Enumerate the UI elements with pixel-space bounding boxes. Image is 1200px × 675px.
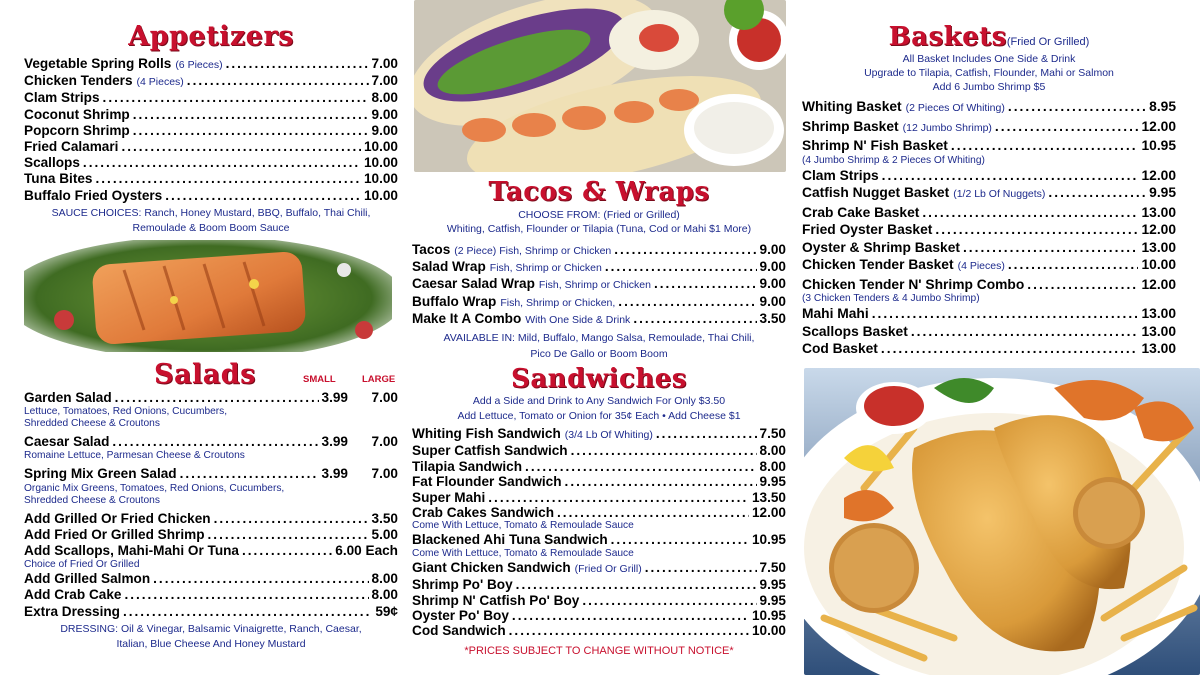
item-name: Crab Cakes Sandwich bbox=[412, 505, 555, 521]
item-price: 10.00 bbox=[1141, 257, 1176, 272]
item-name: Salad Wrap bbox=[412, 259, 486, 275]
addon-item bbox=[24, 527, 398, 543]
menu-item bbox=[24, 90, 398, 106]
item-name: Crab Cake Basket bbox=[802, 204, 920, 220]
salad-desc: Lettuce, Tomatoes, Red Onions, Cucumbers, bbox=[24, 406, 228, 418]
info-line: Add 6 Jumbo Shrimp $5 bbox=[932, 81, 1046, 93]
item-name: Chicken Tenders bbox=[24, 73, 133, 89]
large-price: 7.00 bbox=[371, 466, 398, 482]
item-desc: Come With Lettuce, Tomato & Remoulade Sauce bbox=[412, 547, 634, 559]
item-price: 13.00 bbox=[1141, 204, 1176, 220]
appetizers-list bbox=[24, 56, 398, 204]
menu-item bbox=[24, 56, 398, 73]
salad-desc: Shredded Cheese & Croutons bbox=[24, 494, 160, 506]
baskets-heading: Baskets bbox=[888, 22, 1007, 52]
item-name: Fat Flounder Sandwich bbox=[412, 474, 562, 490]
item-note: With One Side & Drink bbox=[525, 313, 631, 326]
item-name: Giant Chicken Sandwich bbox=[412, 559, 571, 575]
salad-item bbox=[24, 390, 398, 406]
item-desc: Come With Lettuce, Tomato & Remoulade Sauce bbox=[412, 520, 634, 532]
item-price: 12.00 bbox=[1141, 276, 1176, 292]
item-note: Fish, Shrimp or Chicken bbox=[489, 262, 602, 275]
menu-item bbox=[412, 276, 786, 293]
menu-item bbox=[24, 188, 398, 204]
small-price: 3.99 bbox=[321, 390, 348, 405]
menu-item bbox=[24, 155, 398, 171]
item-name: Buffalo Wrap bbox=[412, 293, 497, 309]
menu-item bbox=[412, 242, 786, 259]
menu-item bbox=[24, 171, 398, 187]
item-price: 9.95 bbox=[759, 577, 786, 593]
item-price: 10.00 bbox=[751, 623, 786, 639]
item-price: 8.00 bbox=[371, 90, 398, 106]
item-name: Coconut Shrimp bbox=[24, 106, 130, 122]
menu-item bbox=[802, 118, 1176, 138]
item-price: 13.00 bbox=[1141, 306, 1176, 321]
item-price: 9.00 bbox=[371, 106, 398, 122]
tacos-available bbox=[412, 330, 786, 362]
item-price: 6.00 Each bbox=[335, 543, 398, 559]
item-price: 8.95 bbox=[1149, 99, 1176, 114]
addon-item bbox=[24, 587, 398, 603]
item-price: 9.00 bbox=[759, 276, 786, 292]
available-line: AVAILABLE IN: Mild, Buffalo, Mango Salsa, Remoulade, Thai Chili, bbox=[443, 332, 755, 345]
baskets-heading-note: (Fried Or Grilled) bbox=[1006, 36, 1090, 48]
item-price: 13.00 bbox=[1141, 239, 1176, 255]
salad-desc: Romaine Lettuce, Parmesan Cheese & Croutons bbox=[24, 450, 245, 462]
item-note: Fish, Shrimp or Chicken, bbox=[500, 296, 616, 309]
tacos-list bbox=[412, 242, 786, 328]
item-note: (12 Jumbo Shrimp) bbox=[902, 121, 992, 134]
item-price: 13.50 bbox=[751, 489, 786, 505]
item-note: (3/4 Lb Of Whiting) bbox=[564, 429, 653, 441]
salads-list bbox=[24, 390, 398, 620]
menu-item bbox=[802, 98, 1176, 118]
item-name: Catfish Nugget Basket bbox=[802, 185, 950, 200]
info-line: Upgrade to Tilapia, Catfish, Flounder, Mahi or Salmon bbox=[864, 67, 1114, 79]
sandwiches-list bbox=[412, 426, 786, 639]
item-name: Tilapia Sandwich bbox=[412, 458, 523, 474]
baskets-section bbox=[802, 0, 1176, 358]
fish-basket-photo bbox=[804, 368, 1200, 675]
item-name: Cod Sandwich bbox=[412, 623, 506, 639]
choose-line: CHOOSE FROM: (Fried or Grilled) bbox=[518, 209, 680, 221]
addon-item bbox=[24, 604, 398, 620]
baskets-list bbox=[802, 98, 1176, 358]
item-name: Vegetable Spring Rolls bbox=[24, 56, 172, 71]
salad-item bbox=[24, 466, 398, 482]
item-price: 9.95 bbox=[759, 474, 786, 490]
item-name: Shrimp Po' Boy bbox=[412, 577, 513, 593]
item-price: 12.00 bbox=[1141, 222, 1176, 237]
item-price: 10.95 bbox=[1141, 138, 1176, 153]
item-price: 12.00 bbox=[751, 505, 786, 521]
menu-item bbox=[412, 505, 786, 520]
item-name: Blackened Ahi Tuna Sandwich bbox=[412, 532, 608, 548]
item-price: 9.95 bbox=[1149, 185, 1176, 200]
item-price: 8.00 bbox=[759, 443, 786, 459]
item-name: Super Mahi bbox=[412, 489, 486, 505]
item-name: Oyster & Shrimp Basket bbox=[802, 239, 960, 255]
item-name: Caesar Salad Wrap bbox=[412, 276, 535, 292]
salads-heading: Salads bbox=[154, 359, 256, 390]
item-name: Add Grilled Salmon bbox=[24, 571, 151, 587]
menu-item bbox=[802, 204, 1176, 222]
menu-item bbox=[802, 137, 1176, 155]
tacos-photo bbox=[414, 0, 786, 172]
item-name: Popcorn Shrimp bbox=[24, 122, 130, 138]
addon-item bbox=[24, 543, 398, 559]
addon-item bbox=[24, 511, 398, 527]
item-price: 10.95 bbox=[751, 532, 786, 548]
item-price: 10.00 bbox=[363, 171, 398, 187]
item-name: Extra Dressing bbox=[24, 603, 120, 619]
price-disclaimer: *PRICES SUBJECT TO CHANGE WITHOUT NOTICE* bbox=[464, 644, 734, 657]
item-note: (2 Pieces Of Whiting) bbox=[905, 102, 1005, 114]
item-price: 9.00 bbox=[759, 293, 786, 309]
item-price: 8.00 bbox=[371, 571, 398, 587]
item-name: Clam Strips bbox=[802, 167, 879, 183]
item-name: Shrimp N' Catfish Po' Boy bbox=[412, 592, 580, 608]
menu-item bbox=[802, 323, 1176, 341]
menu-item bbox=[802, 239, 1176, 257]
item-price: 13.00 bbox=[1141, 323, 1176, 339]
menu-item bbox=[412, 311, 786, 328]
item-price: 8.00 bbox=[371, 587, 398, 603]
note-line: Add Lettuce, Tomato or Onion for 35¢ Each • Add Cheese $1 bbox=[457, 410, 741, 422]
menu-item bbox=[412, 443, 786, 458]
small-label: SMALL bbox=[303, 374, 336, 385]
item-price: 10.00 bbox=[363, 187, 398, 203]
menu-item bbox=[412, 474, 786, 489]
menu-item bbox=[412, 577, 786, 592]
available-line: Pico De Gallo or Boom Boom bbox=[530, 348, 668, 361]
salad-desc: Organic Mix Greens, Tomatoes, Red Onions, Cucumbers, bbox=[24, 482, 285, 494]
item-price: 7.00 bbox=[371, 56, 398, 71]
item-name: Add Crab Cake bbox=[24, 587, 122, 603]
menu-item bbox=[802, 305, 1176, 323]
item-name: Fried Oyster Basket bbox=[802, 222, 933, 237]
salad-desc: Shredded Cheese & Croutons bbox=[24, 418, 160, 430]
menu-item bbox=[802, 256, 1176, 276]
dressing-line: Italian, Blue Cheese And Honey Mustard bbox=[116, 637, 306, 650]
sauce-choices bbox=[24, 206, 398, 236]
menu-item bbox=[24, 139, 398, 155]
item-price: 7.00 bbox=[371, 73, 398, 89]
item-name: Spring Mix Green Salad bbox=[24, 466, 177, 482]
note-line: Add a Side and Drink to Any Sandwich For Only $3.50 bbox=[472, 395, 726, 407]
baskets-info bbox=[802, 52, 1176, 94]
baskets-heading-wrap bbox=[802, 22, 1176, 52]
menu-item bbox=[412, 426, 786, 443]
menu-item bbox=[412, 623, 786, 638]
tacos-heading: Tacos & Wraps bbox=[488, 177, 710, 207]
menu-item bbox=[412, 459, 786, 474]
item-price: 7.50 bbox=[759, 559, 786, 575]
item-name: Whiting Fish Sandwich bbox=[412, 426, 561, 441]
item-desc: (4 Jumbo Shrimp & 2 Pieces Of Whiting) bbox=[802, 154, 985, 166]
menu-item bbox=[24, 123, 398, 139]
item-note: (4 Pieces) bbox=[136, 76, 184, 89]
item-note: (Fried Or Grill) bbox=[574, 562, 642, 575]
item-name: Mahi Mahi bbox=[802, 306, 869, 321]
item-name: Chicken Tender Basket bbox=[802, 257, 954, 272]
item-price: 12.00 bbox=[1141, 118, 1176, 134]
item-price: 12.00 bbox=[1141, 167, 1176, 183]
item-name: Buffalo Fried Oysters bbox=[24, 187, 163, 203]
menu-item bbox=[412, 560, 786, 577]
item-note: (1/2 Lb Of Nuggets) bbox=[953, 188, 1046, 200]
item-name: Add Scallops, Mahi-Mahi Or Tuna bbox=[24, 543, 239, 559]
item-desc: (3 Chicken Tenders & 4 Jumbo Shrimp) bbox=[802, 293, 980, 304]
menu-item bbox=[412, 294, 786, 311]
item-name: Super Catfish Sandwich bbox=[412, 443, 568, 459]
item-price: 59¢ bbox=[375, 603, 398, 619]
menu-item bbox=[24, 107, 398, 123]
menu-item bbox=[802, 184, 1176, 204]
item-name: Chicken Tender N' Shrimp Combo bbox=[802, 276, 1025, 292]
item-name: Scallops Basket bbox=[802, 323, 908, 339]
item-note: (4 Pieces) bbox=[957, 260, 1005, 272]
item-name: Add Fried Or Grilled Shrimp bbox=[24, 526, 205, 542]
large-label: LARGE bbox=[362, 374, 396, 385]
item-price: 9.95 bbox=[759, 592, 786, 608]
salad-item bbox=[24, 434, 398, 450]
menu-item bbox=[412, 490, 786, 505]
menu-item bbox=[24, 73, 398, 90]
sandwiches-heading: Sandwiches bbox=[511, 364, 687, 394]
item-name: Whiting Basket bbox=[802, 99, 902, 114]
item-note: (2 Piece) Fish, Shrimp or Chicken bbox=[454, 245, 612, 257]
item-name: Oyster Po' Boy bbox=[412, 608, 509, 624]
item-price: 10.00 bbox=[363, 155, 398, 171]
item-name: Make It A Combo bbox=[412, 310, 522, 326]
item-price: 10.95 bbox=[751, 608, 786, 624]
large-price: 7.00 bbox=[371, 390, 398, 405]
item-price: 9.00 bbox=[759, 242, 786, 257]
dressing-choices bbox=[24, 622, 398, 652]
item-price: 10.00 bbox=[363, 139, 398, 155]
item-name: Shrimp N' Fish Basket bbox=[802, 138, 948, 153]
sauce-line: SAUCE CHOICES: Ranch, Honey Mustard, BBQ, Buffalo, Thai Chili, bbox=[51, 206, 371, 219]
tacos-choose bbox=[412, 208, 786, 236]
item-price: 9.00 bbox=[371, 122, 398, 138]
item-price: 13.00 bbox=[1141, 341, 1176, 356]
addon-item bbox=[24, 571, 398, 587]
item-name: Clam Strips bbox=[24, 90, 100, 106]
item-name: Add Grilled Or Fried Chicken bbox=[24, 510, 211, 526]
menu-item bbox=[802, 221, 1176, 239]
item-name: Garden Salad bbox=[24, 390, 112, 405]
sauce-line: Remoulade & Boom Boom Sauce bbox=[132, 221, 290, 234]
sandwiches-note bbox=[412, 394, 786, 424]
item-name: Scallops bbox=[24, 155, 80, 171]
menu-item bbox=[802, 167, 1176, 185]
info-line: All Basket Includes One Side & Drink bbox=[902, 53, 1076, 65]
menu-item bbox=[802, 340, 1176, 358]
menu-item bbox=[412, 532, 786, 547]
small-price: 3.99 bbox=[321, 466, 348, 482]
item-note: Fish, Shrimp or Chicken bbox=[538, 279, 651, 292]
menu-item bbox=[412, 608, 786, 623]
item-name: Tuna Bites bbox=[24, 171, 93, 187]
salads-section bbox=[24, 360, 398, 652]
item-price: 3.50 bbox=[371, 510, 398, 526]
addon-desc: Choice of Fried Or Grilled bbox=[24, 559, 140, 571]
item-price: 9.00 bbox=[759, 259, 786, 275]
menu-item bbox=[802, 276, 1176, 294]
item-price: 8.00 bbox=[759, 458, 786, 474]
item-name: Cod Basket bbox=[802, 341, 878, 356]
item-price: 3.50 bbox=[759, 310, 786, 326]
menu-item bbox=[412, 259, 786, 276]
item-note: (6 Pieces) bbox=[175, 59, 223, 71]
item-name: Fried Calamari bbox=[24, 139, 119, 155]
dressing-line: DRESSING: Oil & Vinegar, Balsamic Vinaigrette, Ranch, Caesar, bbox=[60, 622, 362, 635]
salmon-photo bbox=[24, 240, 392, 352]
sandwiches-section bbox=[412, 364, 786, 657]
item-name: Tacos bbox=[412, 242, 451, 257]
small-price: 3.99 bbox=[321, 434, 348, 450]
tacos-section bbox=[412, 178, 786, 362]
item-name: Shrimp Basket bbox=[802, 118, 899, 134]
item-price: 7.50 bbox=[759, 426, 786, 441]
appetizers-heading: Appetizers bbox=[128, 21, 294, 52]
large-price: 7.00 bbox=[371, 434, 398, 450]
item-name: Caesar Salad bbox=[24, 434, 110, 450]
left-column bbox=[24, 0, 398, 236]
menu-item bbox=[412, 593, 786, 608]
choose-line: Whiting, Catfish, Flounder or Tilapia (Tuna, Cod or Mahi $1 More) bbox=[446, 223, 752, 235]
item-price: 5.00 bbox=[371, 526, 398, 542]
